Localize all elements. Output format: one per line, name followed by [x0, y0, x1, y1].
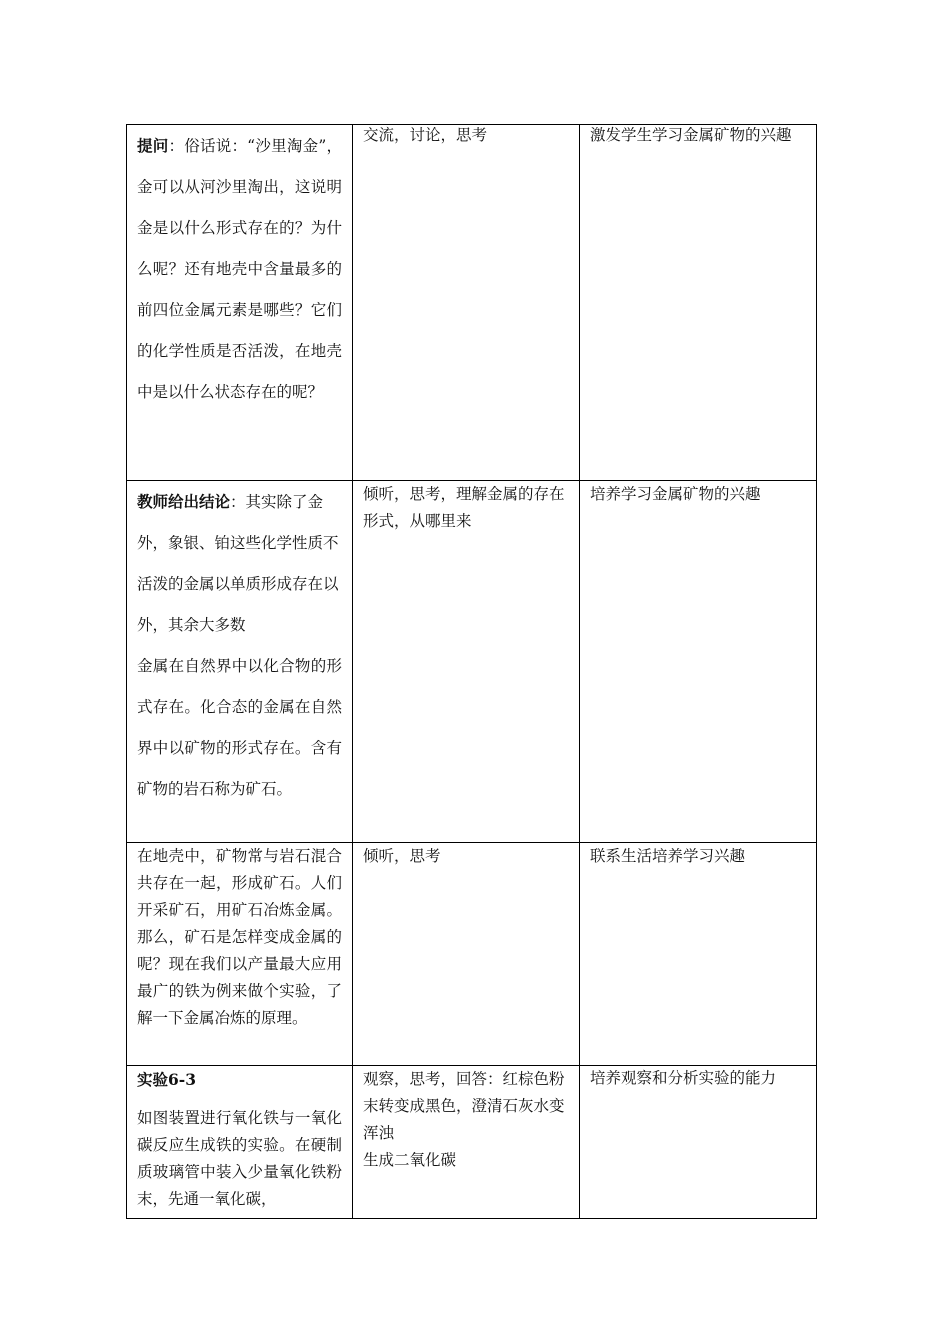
teacher-activity-cell: [127, 843, 353, 1066]
cell-text: 在地壳中，矿物常与岩石混合共存在一起，形成矿石。人们开采矿石，用矿石冶炼金属。那么，矿石是怎样变成金属的呢？现在我们以产量最大应用最广的铁为例来做个实验，了解一下金属冶炼的原理。: [137, 847, 342, 1027]
cell-text: ：俗话说：“沙里淘金”，金可以从河沙里淘出，这说明金是以什么形式存在的？为什么呢？还有地壳中含量最多的前四位金属元素是哪些？它们的化学性质是否活泼，在地壳中是以什么状态存在的呢？: [137, 137, 342, 401]
cell-text: 联系生活培养学习兴趣: [590, 847, 746, 865]
student-activity-cell: [353, 125, 580, 481]
cell-text: 观察，思考，回答：红棕色粉末转变成黑色，澄清石灰水变浑浊: [363, 1070, 565, 1142]
design-intent-cell: [580, 481, 817, 843]
student-activity-cell: [353, 481, 580, 843]
teacher-activity-cell: [127, 125, 353, 481]
cell-text: 交流，讨论，思考: [363, 126, 488, 144]
table-row: [127, 1066, 817, 1219]
student-activity-cell: [353, 843, 580, 1066]
teacher-activity-cell: [127, 1066, 353, 1219]
cell-text: 倾听，思考，理解金属的存在形式，从哪里来: [363, 485, 565, 530]
teacher-activity-cell: [127, 481, 353, 843]
table-row: [127, 843, 817, 1066]
cell-text: 激发学生学习金属矿物的兴趣: [590, 126, 792, 144]
cell-lead-label: 实验6-3: [137, 1070, 197, 1089]
cell-lead-label: 教师给出结论: [137, 492, 231, 511]
table-row: [127, 125, 817, 481]
cell-text: 生成二氧化碳: [363, 1151, 457, 1169]
cell-text: 培养学习金属矿物的兴趣: [590, 485, 761, 503]
cell-text: 培养观察和分析实验的能力: [590, 1069, 777, 1087]
student-activity-cell: [353, 1066, 580, 1219]
design-intent-cell: [580, 125, 817, 481]
design-intent-cell: [580, 843, 817, 1066]
design-intent-cell: [580, 1066, 817, 1219]
cell-text: 如图装置进行氧化铁与一氧化碳反应生成铁的实验。在硬制质玻璃管中装入少量氧化铁粉末，先通一氧化碳，: [137, 1109, 342, 1208]
cell-text: ：其实除了金外，象银、铂这些化学性质不活泼的金属以单质形成存在以外，其余大多数: [137, 493, 339, 634]
cell-text: 倾听，思考: [363, 847, 441, 865]
cell-lead-label: 提问: [137, 136, 169, 155]
table-row: [127, 481, 817, 843]
lesson-plan-table: [126, 124, 817, 1219]
cell-text: 金属在自然界中以化合物的形式存在。化合态的金属在自然界中以矿物的形式存在。含有矿物的岩石称为矿石。: [137, 657, 342, 798]
